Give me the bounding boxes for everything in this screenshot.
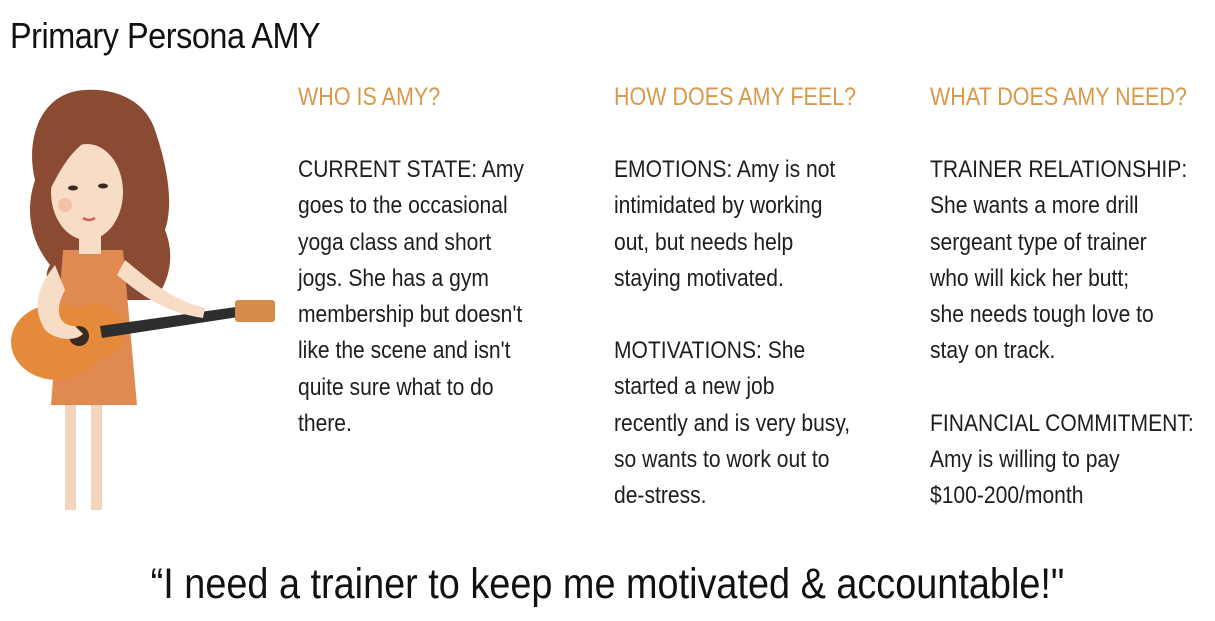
trainer-relationship-paragraph: TRAINER RELATIONSHIP: She wants a more drill sergeant type of trainer who will kick her butt; she needs tough love to stay on track. <box>930 156 1188 365</box>
column-heading: WHO IS AMY? <box>298 83 441 111</box>
financial-commitment-paragraph: FINANCIAL COMMITMENT: Amy is willing to pay $100-200/month <box>930 409 1194 510</box>
column-who <box>298 82 598 442</box>
column-heading: WHAT DOES AMY NEED? <box>930 83 1187 111</box>
motivations-paragraph: MOTIVATIONS: She started a new job recently and is very busy, so wants to work out to de-stress. <box>614 337 851 510</box>
current-state-paragraph: CURRENT STATE: Amy goes to the occasional yoga class and short jogs. She has a gym membership but doesn't like the scene and isn't quite sure what to do there. <box>298 156 524 438</box>
column-heading: HOW DOES AMY FEEL? <box>614 83 857 111</box>
column-feel <box>614 82 914 515</box>
column-need <box>930 82 1215 515</box>
page-title: Primary Persona AMY <box>10 15 321 56</box>
emotions-paragraph: EMOTIONS: Amy is not intimidated by working out, but needs help staying motivated. <box>614 156 836 292</box>
persona-illustration <box>5 80 290 520</box>
persona-quote: “I need a trainer to keep me motivated & accountable!" <box>150 560 1065 608</box>
